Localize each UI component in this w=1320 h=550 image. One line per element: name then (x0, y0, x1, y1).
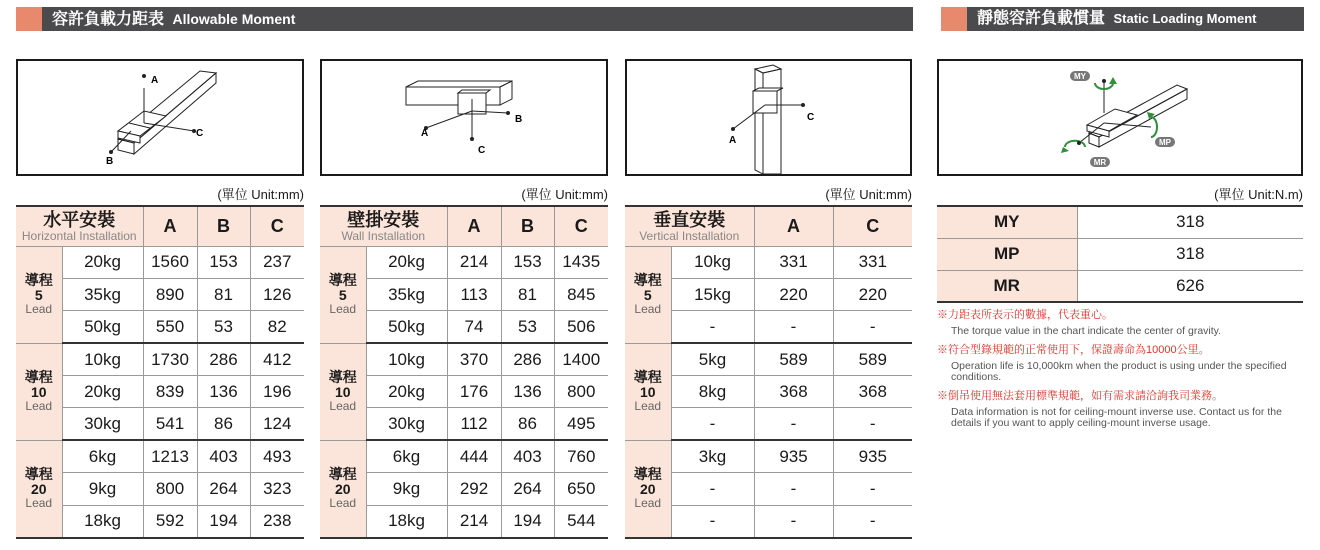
lead-group-label (625, 440, 671, 537)
load-cell: 3kg (671, 440, 754, 472)
diagram-label-b: B (106, 156, 114, 167)
lead-label-zh: 導程 (328, 466, 357, 483)
value-cell: 368 (754, 376, 833, 408)
load-cell: 20kg (62, 246, 143, 278)
value-cell: 1213 (143, 440, 197, 472)
value-cell: 286 (501, 343, 554, 375)
table-title-zh: 垂直安裝 (653, 209, 726, 230)
note-zh: ※力距表所表示的數據，代表重心。 (937, 309, 1113, 321)
value-cell: - (754, 311, 833, 343)
table-row (16, 343, 304, 375)
lead-label-zh: 導程 (633, 369, 662, 386)
lead-value: 20 (639, 481, 656, 498)
lead-value: 10 (639, 384, 656, 401)
value-cell: 444 (447, 440, 501, 472)
note-en: Operation life is 10,000km when the product is using under the specified conditions. (951, 360, 1287, 383)
load-cell: - (671, 473, 754, 505)
value-cell: 650 (554, 473, 608, 505)
vertical-actuator-illustration (627, 61, 910, 174)
lead-group-label (320, 440, 366, 537)
lead-value: 5 (34, 287, 43, 304)
vertical-moment-table (625, 205, 912, 539)
note-en: The torque value in the chart indicate the center of gravity. (951, 325, 1222, 337)
header-title-en: Allowable Moment (172, 11, 296, 27)
table-header-row (320, 206, 608, 246)
value-cell: 589 (754, 343, 833, 375)
value-cell: - (833, 505, 912, 537)
diagram-label-a: A (421, 128, 429, 139)
unit-label: (單位 Unit:mm) (217, 187, 304, 202)
table-header-label (320, 206, 447, 246)
table-row (937, 206, 1303, 238)
note-zh: ※倒吊使用無法套用標準規範，如有需求請洽詢我司業務。 (937, 390, 1223, 402)
table-row (625, 246, 912, 278)
lead-label-zh: 導程 (633, 466, 662, 483)
load-cell: 20kg (62, 376, 143, 408)
lead-group-label (16, 440, 62, 537)
load-cell: 6kg (62, 440, 143, 472)
value-cell: 136 (501, 376, 554, 408)
value-cell: 53 (501, 311, 554, 343)
header-title-en: Static Loading Moment (1113, 11, 1257, 26)
value-cell: 1560 (143, 246, 197, 278)
wall-actuator-illustration (322, 61, 606, 174)
value-cell: 935 (754, 440, 833, 472)
load-cell: 10kg (62, 343, 143, 375)
value-cell: - (833, 473, 912, 505)
value-cell: 237 (250, 246, 304, 278)
value-cell: 331 (754, 246, 833, 278)
diagram-label-a: A (151, 75, 159, 86)
wall-installation-diagram (320, 59, 608, 176)
value-cell: - (754, 408, 833, 440)
load-cell: 30kg (366, 408, 447, 440)
table-row (937, 270, 1303, 302)
diagram-label-mp: MP (1159, 138, 1171, 147)
lead-label-zh: 導程 (328, 369, 357, 386)
value-cell: 81 (501, 278, 554, 310)
table-row (320, 440, 608, 472)
table-header-row (16, 206, 304, 246)
value-cell: 82 (250, 311, 304, 343)
load-cell: 8kg (671, 376, 754, 408)
header-title (52, 7, 295, 32)
value-cell: 368 (833, 376, 912, 408)
value-cell: 194 (501, 505, 554, 537)
header-title-zh: 容許負載力距表 (52, 11, 165, 28)
value-cell: 86 (501, 408, 554, 440)
lead-group-label (16, 246, 62, 343)
value-cell: 592 (143, 505, 197, 537)
value-cell: 176 (447, 376, 501, 408)
unit-label: (單位 Unit:N.m) (1214, 187, 1303, 202)
diagram-label-my: MY (1074, 72, 1086, 81)
lead-label-en: Lead (634, 496, 662, 511)
value-cell: 800 (143, 473, 197, 505)
column-header-c: C (250, 206, 304, 246)
lead-label-zh: 導程 (633, 272, 662, 289)
value-cell: 323 (250, 473, 304, 505)
value-cell: 74 (447, 311, 501, 343)
moment-key-cell: MY (937, 206, 1077, 238)
static-moment-table (937, 205, 1303, 303)
lead-label-zh: 導程 (24, 272, 53, 289)
header-title-zh: 靜態容許負載慣量 (977, 10, 1106, 27)
lead-value: 20 (30, 481, 47, 498)
table-row (937, 238, 1303, 270)
load-cell: 15kg (671, 278, 754, 310)
diagram-label-b: B (515, 114, 523, 125)
value-cell: 839 (143, 376, 197, 408)
table-row (625, 343, 912, 375)
value-cell: 238 (250, 505, 304, 537)
value-cell: - (833, 408, 912, 440)
value-cell: 194 (197, 505, 250, 537)
horizontal-actuator-illustration (18, 61, 302, 174)
lead-group-label (625, 343, 671, 440)
unit-label: (單位 Unit:mm) (521, 187, 608, 202)
lead-group-label (16, 343, 62, 440)
table-row (320, 246, 608, 278)
value-cell: - (833, 311, 912, 343)
lead-label-zh: 導程 (328, 272, 357, 289)
moment-value-cell: 626 (1077, 270, 1303, 302)
lead-label-en: Lead (634, 302, 662, 317)
load-cell: 9kg (366, 473, 447, 505)
value-cell: 196 (250, 376, 304, 408)
load-cell: 9kg (62, 473, 143, 505)
value-cell: 506 (554, 311, 608, 343)
value-cell: 544 (554, 505, 608, 537)
table-row (16, 246, 304, 278)
value-cell: 264 (501, 473, 554, 505)
horizontal-moment-table (16, 205, 304, 539)
lead-label-zh: 導程 (24, 369, 53, 386)
lead-value: 10 (30, 384, 47, 401)
load-cell: 35kg (62, 278, 143, 310)
value-cell: 935 (833, 440, 912, 472)
value-cell: 1730 (143, 343, 197, 375)
value-cell: 412 (250, 343, 304, 375)
lead-label-en: Lead (634, 399, 662, 414)
column-header-a: A (754, 206, 833, 246)
lead-group-label (320, 343, 366, 440)
column-header-b: B (197, 206, 250, 246)
column-header-a: A (447, 206, 501, 246)
table-title-zh: 水平安裝 (43, 209, 116, 230)
lead-label-zh: 導程 (24, 466, 53, 483)
value-cell: 81 (197, 278, 250, 310)
table-title-en: Wall Installation (341, 228, 426, 243)
lead-value: 5 (338, 287, 347, 304)
lead-label-en: Lead (25, 302, 53, 317)
vertical-installation-diagram (625, 59, 912, 176)
lead-group-label (625, 246, 671, 343)
notes-section (937, 308, 1307, 435)
column-header-b: B (501, 206, 554, 246)
lead-label-en: Lead (25, 399, 53, 414)
value-cell: 53 (197, 311, 250, 343)
header-accent (941, 7, 967, 31)
value-cell: 136 (197, 376, 250, 408)
moment-key-cell: MR (937, 270, 1077, 302)
value-cell: 113 (447, 278, 501, 310)
value-cell: 214 (447, 505, 501, 537)
value-cell: 550 (143, 311, 197, 343)
value-cell: 403 (501, 440, 554, 472)
lead-label-en: Lead (329, 399, 357, 414)
table-header-label (625, 206, 754, 246)
value-cell: 220 (754, 278, 833, 310)
load-cell: 18kg (366, 505, 447, 537)
value-cell: 760 (554, 440, 608, 472)
load-cell: - (671, 408, 754, 440)
lead-value: 5 (643, 287, 652, 304)
static-moment-header (941, 7, 1304, 31)
table-title-en: Vertical Installation (639, 228, 740, 243)
diagram-label-c: C (807, 112, 815, 123)
table-row (320, 343, 608, 375)
load-cell: - (671, 311, 754, 343)
value-cell: 370 (447, 343, 501, 375)
static-moment-illustration (939, 61, 1301, 174)
value-cell: 286 (197, 343, 250, 375)
value-cell: 845 (554, 278, 608, 310)
header-accent (16, 7, 42, 31)
load-cell: 50kg (62, 311, 143, 343)
value-cell: 403 (197, 440, 250, 472)
allowable-moment-header (16, 7, 913, 31)
value-cell: 126 (250, 278, 304, 310)
value-cell: 589 (833, 343, 912, 375)
table-title-zh: 壁掛安裝 (347, 209, 420, 230)
load-cell: 35kg (366, 278, 447, 310)
value-cell: 153 (501, 246, 554, 278)
value-cell: 890 (143, 278, 197, 310)
table-row (16, 440, 304, 472)
table-header-row (625, 206, 912, 246)
load-cell: - (671, 505, 754, 537)
table-row (625, 440, 912, 472)
value-cell: - (754, 473, 833, 505)
value-cell: 153 (197, 246, 250, 278)
header-title (977, 7, 1256, 31)
note-en: Data information is not for ceiling-mount inverse use. Contact us for the details if you want to apply ceiling-mount inverse usage. (951, 406, 1282, 429)
unit-label: (單位 Unit:mm) (825, 187, 912, 202)
lead-label-en: Lead (329, 302, 357, 317)
column-header-a: A (143, 206, 197, 246)
moment-value-cell: 318 (1077, 238, 1303, 270)
lead-label-en: Lead (25, 496, 53, 511)
load-cell: 18kg (62, 505, 143, 537)
table-header-label (16, 206, 143, 246)
load-cell: 6kg (366, 440, 447, 472)
horizontal-installation-diagram (16, 59, 304, 176)
load-cell: 20kg (366, 376, 447, 408)
lead-value: 20 (334, 481, 351, 498)
static-moment-diagram (937, 59, 1303, 176)
value-cell: 1435 (554, 246, 608, 278)
table-title-en: Horizontal Installation (21, 228, 137, 243)
moment-key-cell: MP (937, 238, 1077, 270)
value-cell: 1400 (554, 343, 608, 375)
value-cell: - (754, 505, 833, 537)
lead-value: 10 (334, 384, 351, 401)
value-cell: 800 (554, 376, 608, 408)
value-cell: 541 (143, 408, 197, 440)
value-cell: 124 (250, 408, 304, 440)
value-cell: 331 (833, 246, 912, 278)
value-cell: 220 (833, 278, 912, 310)
value-cell: 495 (554, 408, 608, 440)
value-cell: 292 (447, 473, 501, 505)
diagram-label-c: C (196, 128, 204, 139)
load-cell: 50kg (366, 311, 447, 343)
value-cell: 86 (197, 408, 250, 440)
value-cell: 264 (197, 473, 250, 505)
diagram-label-c: C (478, 145, 486, 156)
moment-value-cell: 318 (1077, 206, 1303, 238)
value-cell: 214 (447, 246, 501, 278)
column-header-c: C (554, 206, 608, 246)
column-header-c: C (833, 206, 912, 246)
load-cell: 20kg (366, 246, 447, 278)
lead-group-label (320, 246, 366, 343)
value-cell: 112 (447, 408, 501, 440)
diagram-label-a: A (729, 135, 737, 146)
value-cell: 493 (250, 440, 304, 472)
load-cell: 5kg (671, 343, 754, 375)
diagram-label-mr: MR (1093, 158, 1107, 167)
wall-moment-table (320, 205, 608, 539)
note-zh: ※符合型錄規範的正常使用下，保證壽命為10000公里。 (937, 344, 1210, 356)
load-cell: 10kg (366, 343, 447, 375)
load-cell: 30kg (62, 408, 143, 440)
lead-label-en: Lead (329, 496, 357, 511)
load-cell: 10kg (671, 246, 754, 278)
